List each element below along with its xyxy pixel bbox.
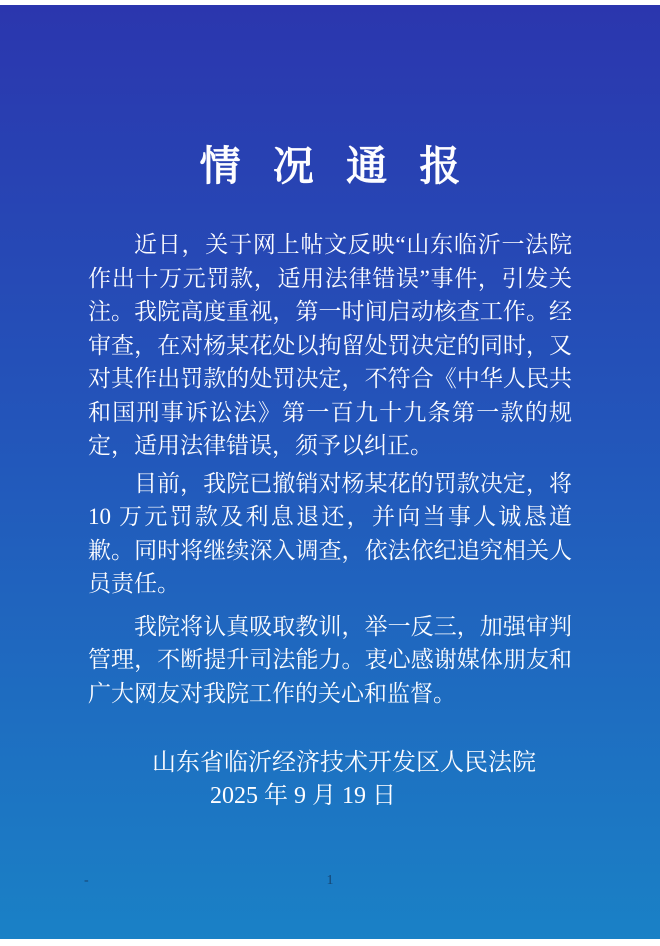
notice-date: 2025 年 9 月 19 日 — [210, 783, 396, 809]
top-white-strip — [0, 0, 660, 5]
paragraph-1: 近日，关于网上帖文反映“山东临沂一法院作出十万元罚款，适用法律错误”事件，引发关注。我院高度重视，第一时间启动核查工作。经审查，在对杨某花处以拘留处罚决定的同时，又对其作出罚款的处罚决定，不符合《中华人民共和国刑事诉讼法》第一百九十九条第一款的规定，适用法律错误，须予以纠正。 — [88, 232, 572, 458]
bottom-white-strip — [0, 939, 660, 946]
page-number: 1 — [326, 873, 334, 888]
issuing-authority-signature: 山东省临沂经济技术开发区人民法院 — [152, 750, 536, 776]
notice-body — [0, 228, 660, 710]
page-title: 情 况 通 报 — [199, 143, 472, 189]
footer-dash: - — [84, 873, 89, 888]
paragraph-3: 我院将认真吸取教训，举一反三，加强审判管理，不断提升司法能力。衷心感谢媒体朋友和广大网友对我院工作的关心和监督。 — [88, 613, 572, 706]
paragraph-2: 目前，我院已撤销对杨某花的罚款决定，将 10 万元罚款及利息退还，并向当事人诚恳道歉。同时将继续深入调查，依法依纪追究相关人员责任。 — [88, 470, 572, 596]
notice-background — [0, 5, 660, 939]
page-footer — [0, 871, 660, 891]
